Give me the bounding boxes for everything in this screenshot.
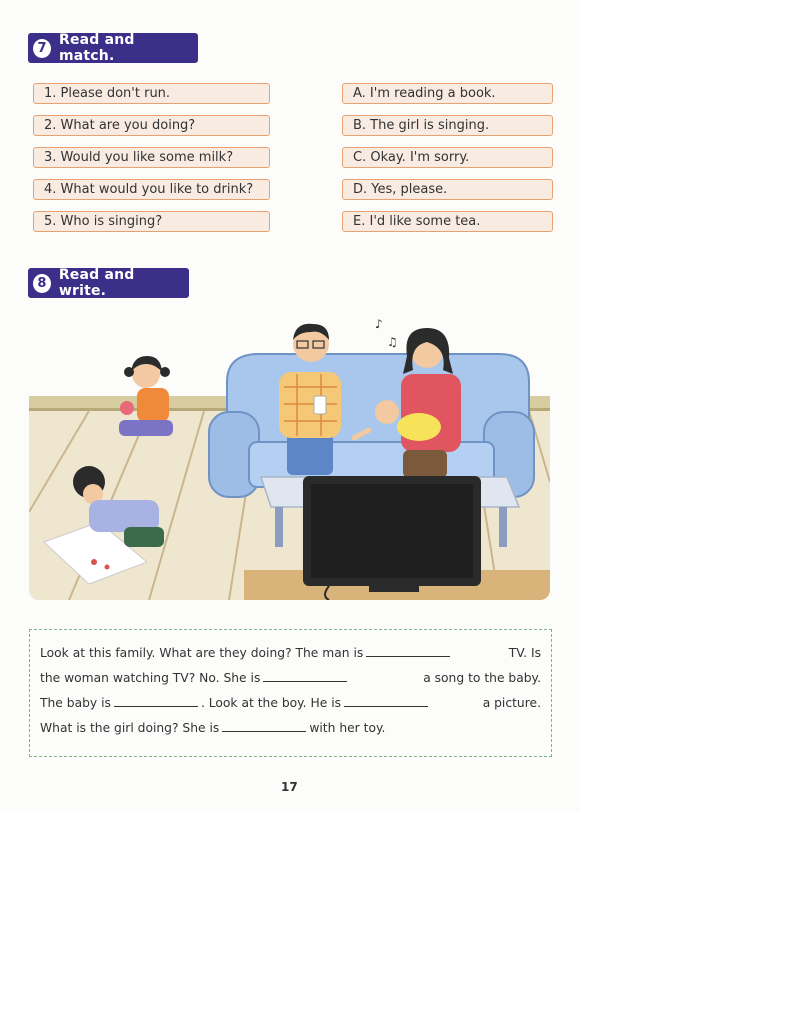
section-8-title: Read and write. bbox=[58, 267, 135, 299]
answer-c: C. Okay. I'm sorry. bbox=[342, 147, 553, 168]
passage-line-1 bbox=[40, 641, 541, 666]
answer-b: B. The girl is singing. bbox=[342, 115, 553, 136]
blank-1[interactable] bbox=[366, 642, 450, 657]
answer-a: A. I'm reading a book. bbox=[342, 83, 553, 104]
blank-3[interactable] bbox=[114, 692, 198, 707]
passage-text: a picture. bbox=[482, 696, 541, 710]
page-number: 17 bbox=[281, 780, 298, 794]
svg-text:♫: ♫ bbox=[387, 335, 398, 349]
passage-text: Look at this family. What are they doing? The man is bbox=[40, 646, 364, 660]
section-7-number: 7 bbox=[33, 39, 51, 58]
question-5: 5. Who is singing? bbox=[33, 211, 270, 232]
question-4: 4. What would you like to drink? bbox=[33, 179, 270, 200]
answer-e: E. I'd like some tea. bbox=[342, 211, 553, 232]
passage-text: the woman watching TV? No. She is bbox=[40, 671, 261, 685]
section-7-header bbox=[28, 33, 198, 63]
question-3: 3. Would you like some milk? bbox=[33, 147, 270, 168]
section-7-title: Read and match. bbox=[58, 32, 135, 64]
passage-line-2 bbox=[40, 666, 541, 691]
passage-line-4 bbox=[40, 716, 541, 741]
passage-text: a song to the baby. bbox=[423, 671, 541, 685]
blank-2[interactable] bbox=[263, 667, 347, 682]
passage-text: TV. Is bbox=[508, 646, 541, 660]
family-illustration bbox=[29, 312, 550, 600]
section-8-number: 8 bbox=[33, 274, 51, 293]
passage-text: The baby is bbox=[40, 696, 111, 710]
question-2: 2. What are you doing? bbox=[33, 115, 270, 136]
section-8-header bbox=[28, 268, 189, 298]
passage-text: What is the girl doing? She is bbox=[40, 721, 220, 735]
passage-box bbox=[29, 629, 552, 757]
answer-d: D. Yes, please. bbox=[342, 179, 553, 200]
blank-5[interactable] bbox=[222, 717, 306, 732]
passage-line-3 bbox=[40, 691, 541, 716]
passage-text: . Look at the boy. He is bbox=[200, 696, 342, 710]
passage-text: with her toy. bbox=[309, 721, 386, 735]
blank-4[interactable] bbox=[344, 692, 428, 707]
question-1: 1. Please don't run. bbox=[33, 83, 270, 104]
svg-text:♪: ♪ bbox=[375, 317, 383, 331]
